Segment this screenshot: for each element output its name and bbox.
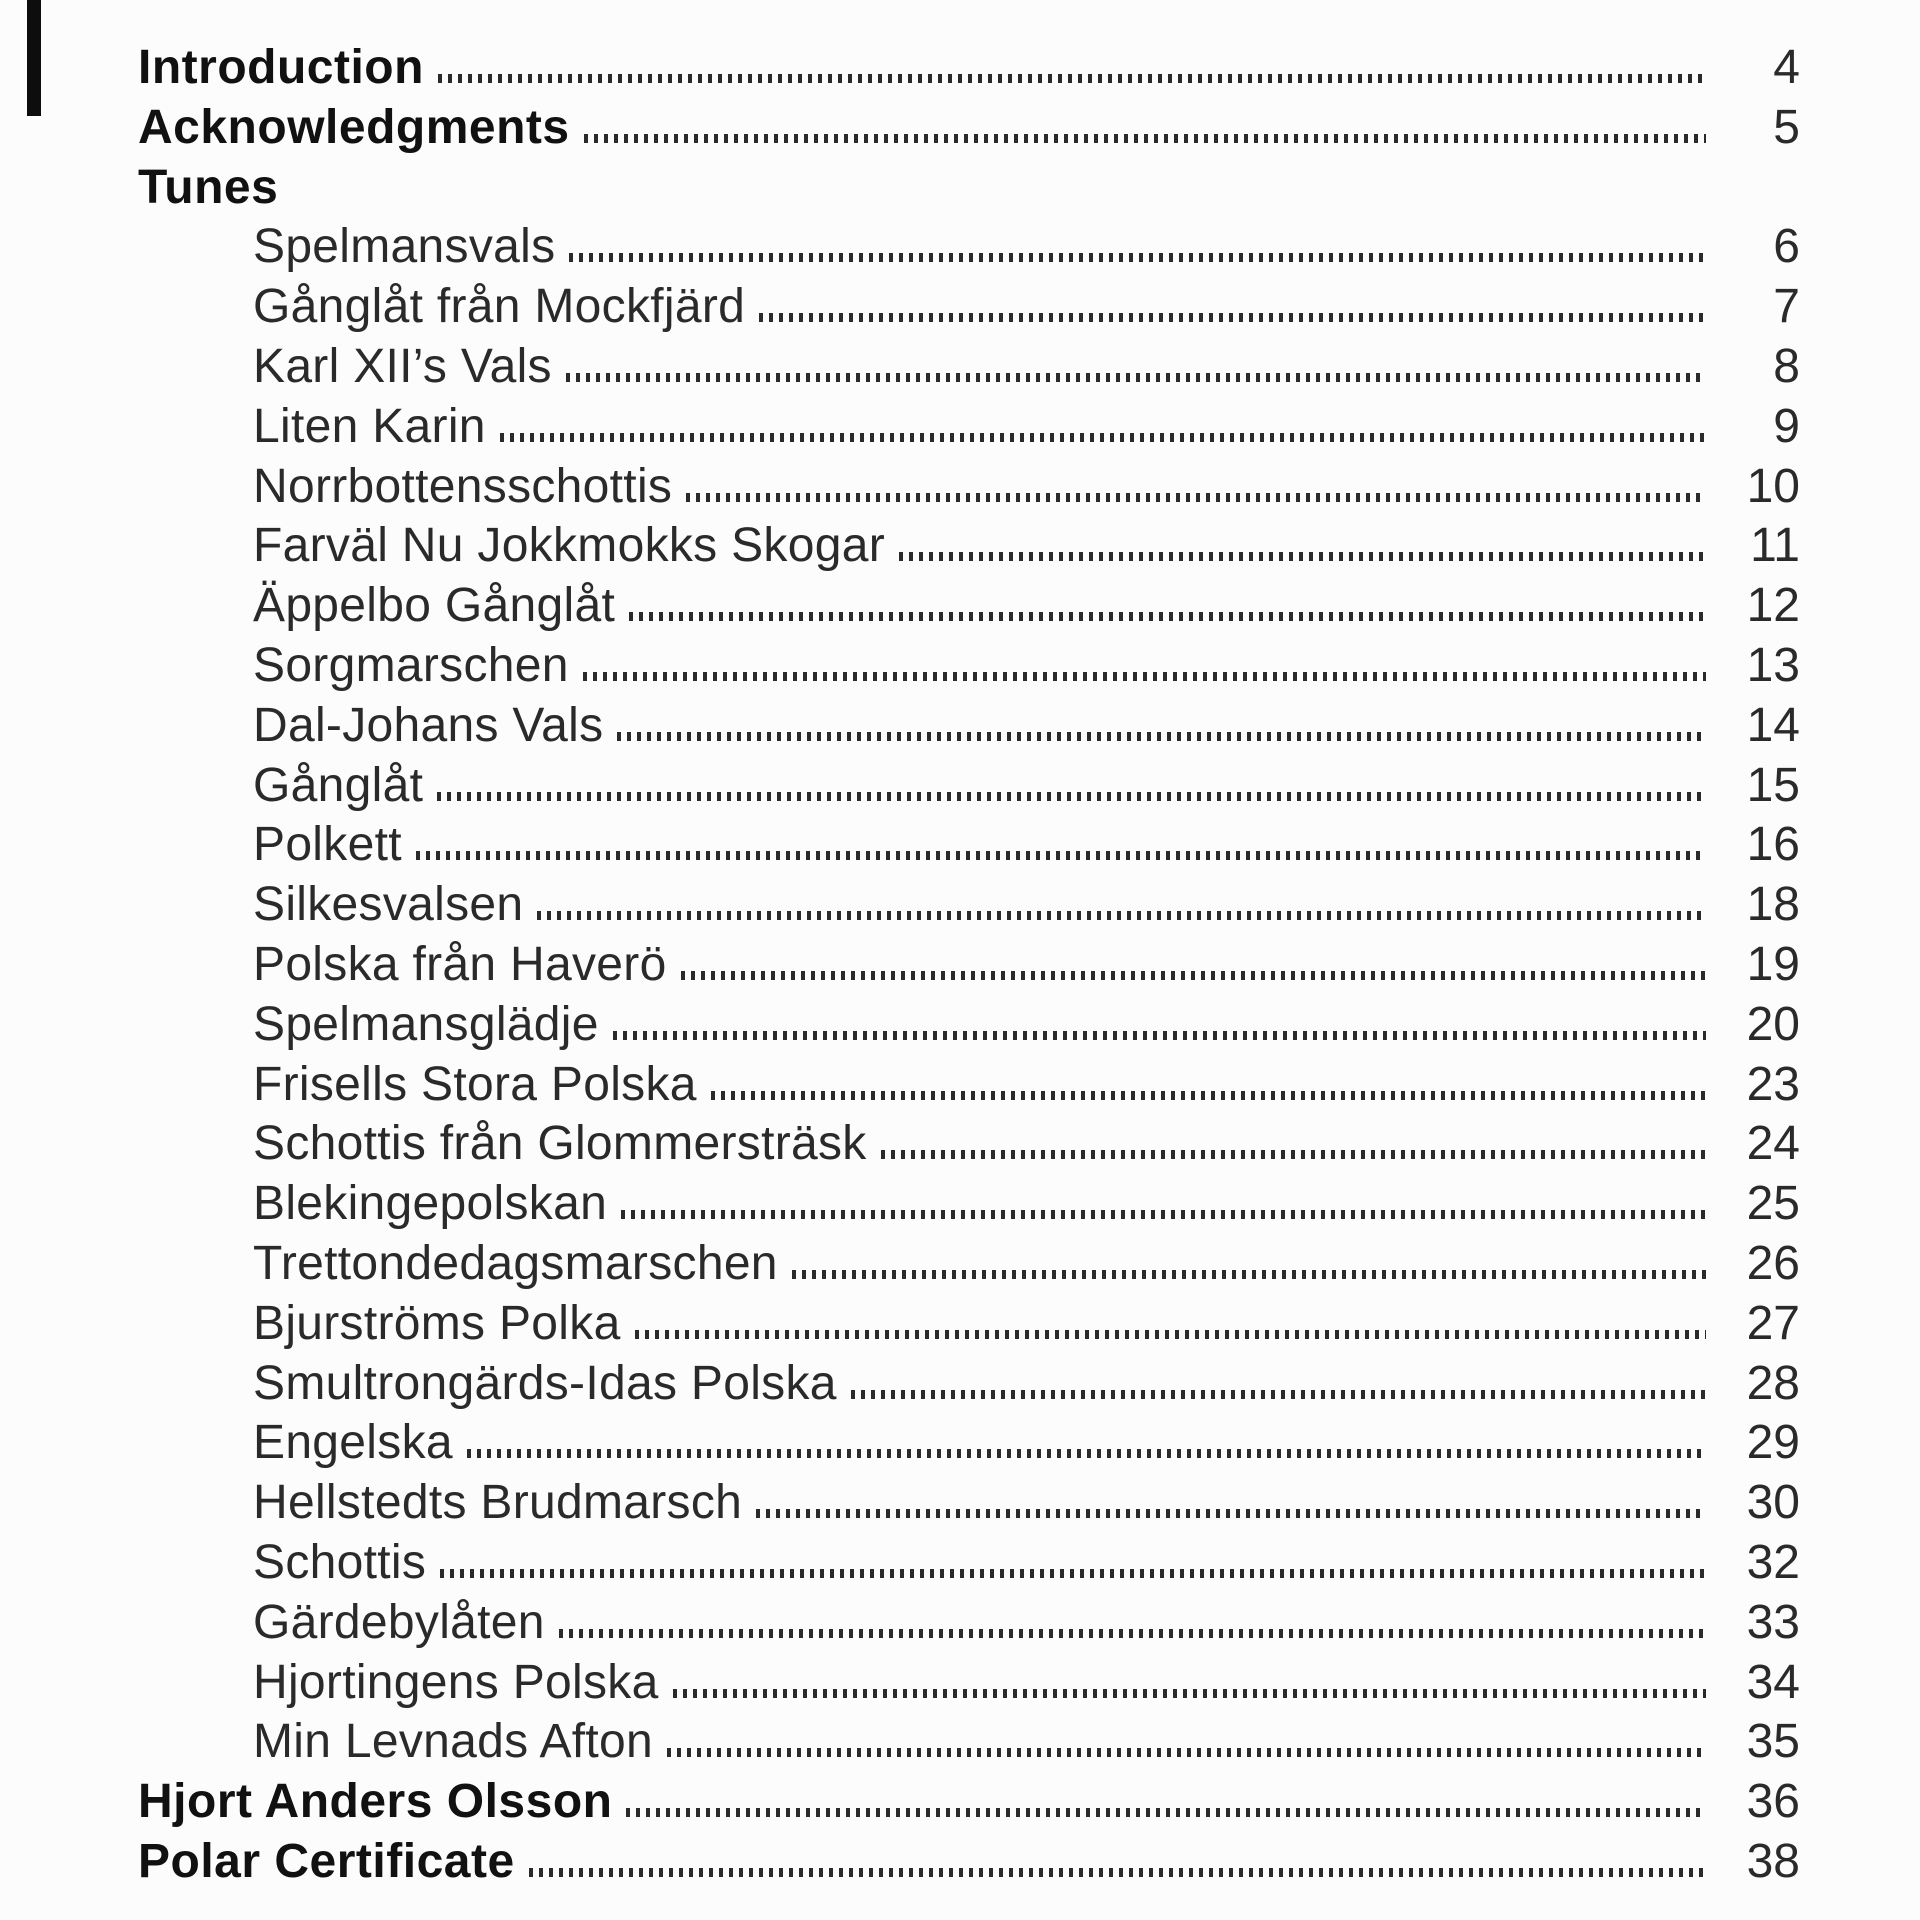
dot-leader [438, 82, 1706, 83]
toc-page-number: 32 [1746, 1535, 1800, 1589]
toc-page-number: 7 [1773, 280, 1800, 334]
toc-page-number: 16 [1746, 818, 1800, 872]
toc-page-number: 36 [1746, 1775, 1800, 1829]
toc-entry-label: Dal-Johans Vals [253, 698, 604, 752]
toc-entry-label: Trettondedagsmarschen [253, 1236, 778, 1290]
toc-row [0, 1354, 1920, 1414]
dot-leader [566, 381, 1706, 382]
toc-entry-label: Acknowledgments [138, 100, 570, 154]
toc-row [0, 815, 1920, 875]
toc-row [0, 277, 1920, 337]
dot-leader [583, 680, 1706, 681]
toc-page-number: 19 [1746, 937, 1800, 991]
toc-entry-label: Sorgmarschen [253, 638, 569, 692]
toc-entry-label: Schottis [253, 1535, 427, 1589]
toc-entry-label: Gånglåt från Mockfjärd [253, 280, 746, 334]
toc-row [0, 1533, 1920, 1593]
toc-entry-label: Smultrongärds-Idas Polska [253, 1356, 837, 1410]
toc-entry-label: Blekingepolskan [253, 1177, 608, 1231]
toc-page-number: 30 [1746, 1476, 1800, 1530]
dot-leader [440, 1577, 1706, 1578]
toc-page-number: 29 [1746, 1416, 1800, 1470]
toc-entry-label: Hjortingens Polska [253, 1655, 659, 1709]
toc-entry-label: Polska från Haverö [253, 937, 667, 991]
toc-page-number: 38 [1746, 1834, 1800, 1888]
dot-leader [626, 1816, 1706, 1817]
toc-page-number: 24 [1746, 1117, 1800, 1171]
dot-leader [292, 202, 1706, 203]
toc-entry-label: Introduction [138, 41, 424, 94]
toc-entry-label: Gånglåt [253, 758, 424, 812]
dot-leader [792, 1278, 1706, 1279]
dot-leader [537, 919, 1706, 920]
dot-leader [673, 1697, 1706, 1698]
toc-page-number: 23 [1746, 1057, 1800, 1111]
dot-leader [629, 620, 1706, 621]
toc-page-number: 6 [1773, 220, 1800, 274]
dot-leader [584, 142, 1706, 143]
dot-leader [559, 1637, 1706, 1638]
toc-page-number: 5 [1773, 100, 1800, 154]
dot-leader [569, 261, 1706, 262]
dot-leader [529, 1876, 1706, 1877]
toc-entry-label: Farväl Nu Jokkmokks Skogar [253, 519, 885, 573]
toc-row [0, 1174, 1920, 1234]
toc-entry-label: Spelmansglädje [253, 997, 599, 1051]
toc-entry-label: Silkesvalsen [253, 878, 524, 932]
toc-page-number: 9 [1773, 399, 1800, 453]
toc-entry-label: Spelmansvals [253, 220, 556, 274]
toc-page-number: 18 [1746, 878, 1800, 932]
toc-entry-label: Polkett [253, 818, 402, 872]
dot-leader [621, 1218, 1706, 1219]
dot-leader [667, 1756, 1706, 1757]
toc-row [0, 935, 1920, 995]
dot-leader [759, 321, 1706, 322]
toc-row [0, 576, 1920, 636]
dot-leader [681, 979, 1706, 980]
toc-page-number: 26 [1746, 1236, 1800, 1290]
toc-entry-label: Gärdebylåten [253, 1595, 545, 1649]
scan-edge-artifact [27, 0, 41, 116]
dot-leader [467, 1457, 1706, 1458]
toc-entry-label: Äppelbo Gånglåt [253, 579, 616, 633]
toc-entry-label: Bjurströms Polka [253, 1296, 621, 1350]
toc-list [0, 38, 1920, 1892]
toc-row [0, 217, 1920, 277]
toc-page-number: 14 [1746, 698, 1800, 752]
toc-entry-label: Tunes [138, 160, 279, 214]
dot-leader [635, 1338, 1706, 1339]
toc-entry-label: Min Levnads Afton [253, 1715, 654, 1769]
dot-leader [613, 1039, 1706, 1040]
toc-page-number: 20 [1746, 997, 1800, 1051]
toc-row [0, 457, 1920, 517]
toc-page-number: 28 [1746, 1356, 1800, 1410]
toc-page-number: 10 [1746, 459, 1800, 513]
toc-page-number: 33 [1746, 1595, 1800, 1649]
dot-leader [711, 1099, 1706, 1100]
toc-page-number: 4 [1773, 41, 1800, 94]
toc-page-number: 8 [1773, 339, 1800, 393]
toc-row [0, 1413, 1920, 1473]
toc-row [0, 756, 1920, 816]
toc-row [0, 38, 1920, 98]
toc-entry-label: Liten Karin [253, 399, 486, 453]
dot-leader [756, 1517, 1706, 1518]
toc-row [0, 397, 1920, 457]
toc-entry-label: Polar Certificate [138, 1834, 515, 1888]
toc-page-number: 27 [1746, 1296, 1800, 1350]
toc-entry-label: Schottis från Glommersträsk [253, 1117, 867, 1171]
toc-row [0, 1234, 1920, 1294]
toc-row [0, 1772, 1920, 1832]
toc-page-number: 15 [1746, 758, 1800, 812]
toc-page-number: 34 [1746, 1655, 1800, 1709]
toc-row [0, 1712, 1920, 1772]
dot-leader [881, 1158, 1706, 1159]
toc-row [0, 1832, 1920, 1892]
toc-entry-label: Engelska [253, 1416, 453, 1470]
toc-row [0, 158, 1920, 218]
toc-row [0, 636, 1920, 696]
toc-row [0, 1473, 1920, 1533]
toc-row [0, 1114, 1920, 1174]
dot-leader [899, 560, 1706, 561]
toc-page-number: 12 [1746, 579, 1800, 633]
toc-row [0, 696, 1920, 756]
toc-page-number: 25 [1746, 1177, 1800, 1231]
dot-leader [851, 1398, 1706, 1399]
toc-page-number: 13 [1746, 638, 1800, 692]
toc-row [0, 1294, 1920, 1354]
dot-leader [617, 740, 1706, 741]
toc-entry-label: Norrbottensschottis [253, 459, 673, 513]
toc-row [0, 337, 1920, 397]
toc-row [0, 995, 1920, 1055]
toc-row [0, 516, 1920, 576]
toc-page-number: 35 [1746, 1715, 1800, 1769]
dot-leader [686, 501, 1706, 502]
toc-page-number: 11 [1750, 519, 1800, 573]
toc-entry-label: Hellstedts Brudmarsch [253, 1476, 743, 1530]
toc-row [0, 1055, 1920, 1115]
toc-entry-label: Hjort Anders Olsson [138, 1775, 613, 1829]
dot-leader [500, 441, 1706, 442]
toc-entry-label: Frisells Stora Polska [253, 1057, 697, 1111]
toc-entry-label: Karl XII’s Vals [253, 339, 552, 393]
toc-row [0, 875, 1920, 935]
toc-row [0, 1593, 1920, 1653]
dot-leader [416, 859, 1706, 860]
toc-row [0, 1653, 1920, 1713]
toc-row [0, 98, 1920, 158]
dot-leader [437, 800, 1706, 801]
